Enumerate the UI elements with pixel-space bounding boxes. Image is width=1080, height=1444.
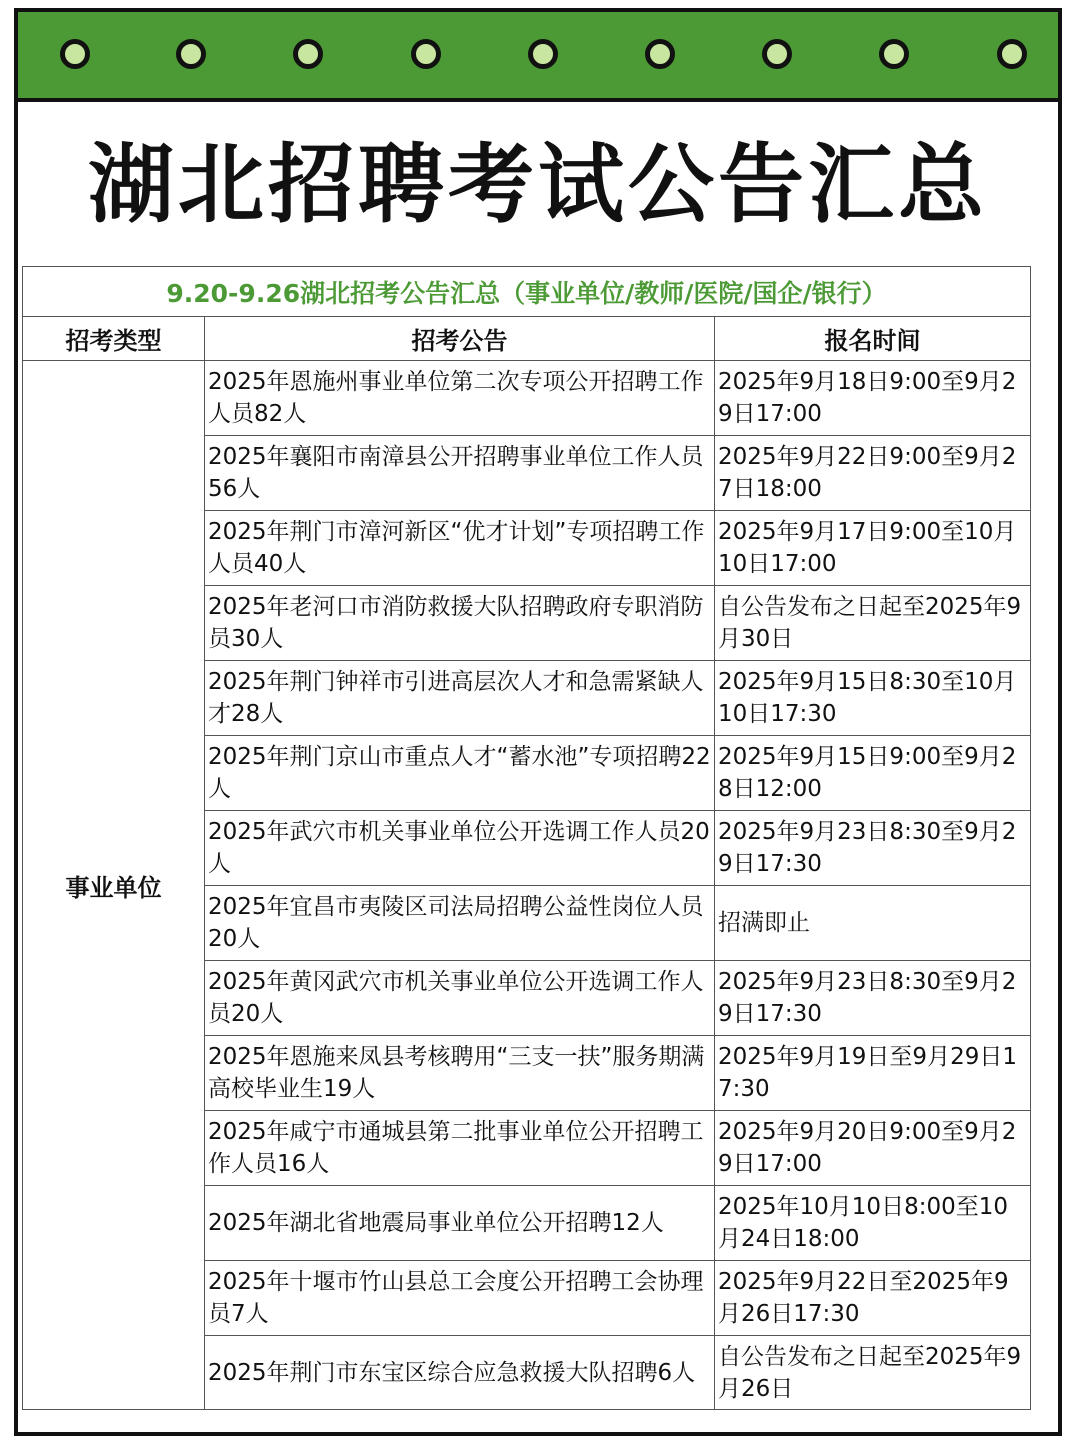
announcement-cell: 2025年荆门京山市重点人才“蓄水池”专项招聘22人 <box>205 736 715 811</box>
page-title: 湖北招聘考试公告汇总 <box>88 135 988 235</box>
binder-ring-icon <box>293 39 323 69</box>
registration-time-cell: 2025年9月19日至9月29日17:30 <box>715 1036 1031 1111</box>
binder-bar <box>18 12 1058 102</box>
binder-ring-icon <box>762 39 792 69</box>
registration-time-cell: 2025年9月23日8:30至9月29日17:30 <box>715 961 1031 1036</box>
registration-time-cell: 2025年9月23日8:30至9月29日17:30 <box>715 811 1031 886</box>
table-row <box>23 361 1031 436</box>
announcement-cell: 2025年老河口市消防救援大队招聘政府专职消防员30人 <box>205 586 715 661</box>
binder-ring-icon <box>645 39 675 69</box>
header-time: 报名时间 <box>715 317 1031 361</box>
binder-ring-icon <box>879 39 909 69</box>
announcement-cell: 2025年荆门钟祥市引进高层次人才和急需紧缺人才28人 <box>205 661 715 736</box>
registration-time-cell: 2025年9月22日至2025年9月26日17:30 <box>715 1261 1031 1336</box>
announcement-cell: 2025年咸宁市通城县第二批事业单位公开招聘工作人员16人 <box>205 1111 715 1186</box>
registration-time-cell: 自公告发布之日起至2025年9月26日 <box>715 1336 1031 1410</box>
registration-time-cell: 自公告发布之日起至2025年9月30日 <box>715 586 1031 661</box>
binder-ring-icon <box>176 39 206 69</box>
announcement-cell: 2025年恩施来凤县考核聘用“三支一扶”服务期满高校毕业生19人 <box>205 1036 715 1111</box>
registration-time-cell: 2025年10月10日8:00至10月24日18:00 <box>715 1186 1031 1261</box>
announcement-cell: 2025年襄阳市南漳县公开招聘事业单位工作人员56人 <box>205 436 715 511</box>
registration-time-cell: 2025年9月22日9:00至9月27日18:00 <box>715 436 1031 511</box>
category-cell: 事业单位 <box>23 361 205 1410</box>
registration-time-cell: 招满即止 <box>715 886 1031 961</box>
binder-ring-icon <box>528 39 558 69</box>
header-type: 招考类型 <box>23 317 205 361</box>
announcement-cell: 2025年十堰市竹山县总工会度公开招聘工会协理员7人 <box>205 1261 715 1336</box>
announcement-cell: 2025年湖北省地震局事业单位公开招聘12人 <box>205 1186 715 1261</box>
binder-ring-icon <box>997 39 1027 69</box>
binder-ring-icon <box>411 39 441 69</box>
registration-time-cell: 2025年9月20日9:00至9月29日17:00 <box>715 1111 1031 1186</box>
registration-time-cell: 2025年9月15日9:00至9月28日12:00 <box>715 736 1031 811</box>
announcement-cell: 2025年荆门市漳河新区“优才计划”专项招聘工作人员40人 <box>205 511 715 586</box>
announcement-cell: 2025年恩施州事业单位第二次专项公开招聘工作人员82人 <box>205 361 715 436</box>
registration-time-cell: 2025年9月15日8:30至10月10日17:30 <box>715 661 1031 736</box>
announcement-cell: 2025年武穴市机关事业单位公开选调工作人员20人 <box>205 811 715 886</box>
announcement-cell: 2025年荆门市东宝区综合应急救援大队招聘6人 <box>205 1336 715 1410</box>
table-subtitle: 9.20-9.26湖北招考公告汇总（事业单位/教师/医院/国企/银行） <box>23 267 1031 317</box>
binder-ring-icon <box>60 39 90 69</box>
announcement-cell: 2025年黄冈武穴市机关事业单位公开选调工作人员20人 <box>205 961 715 1036</box>
header-announcement: 招考公告 <box>205 317 715 361</box>
registration-time-cell: 2025年9月18日9:00至9月29日17:00 <box>715 361 1031 436</box>
registration-time-cell: 2025年9月17日9:00至10月10日17:00 <box>715 511 1031 586</box>
announcement-table <box>22 266 1031 1410</box>
announcement-cell: 2025年宜昌市夷陵区司法局招聘公益性岗位人员20人 <box>205 886 715 961</box>
